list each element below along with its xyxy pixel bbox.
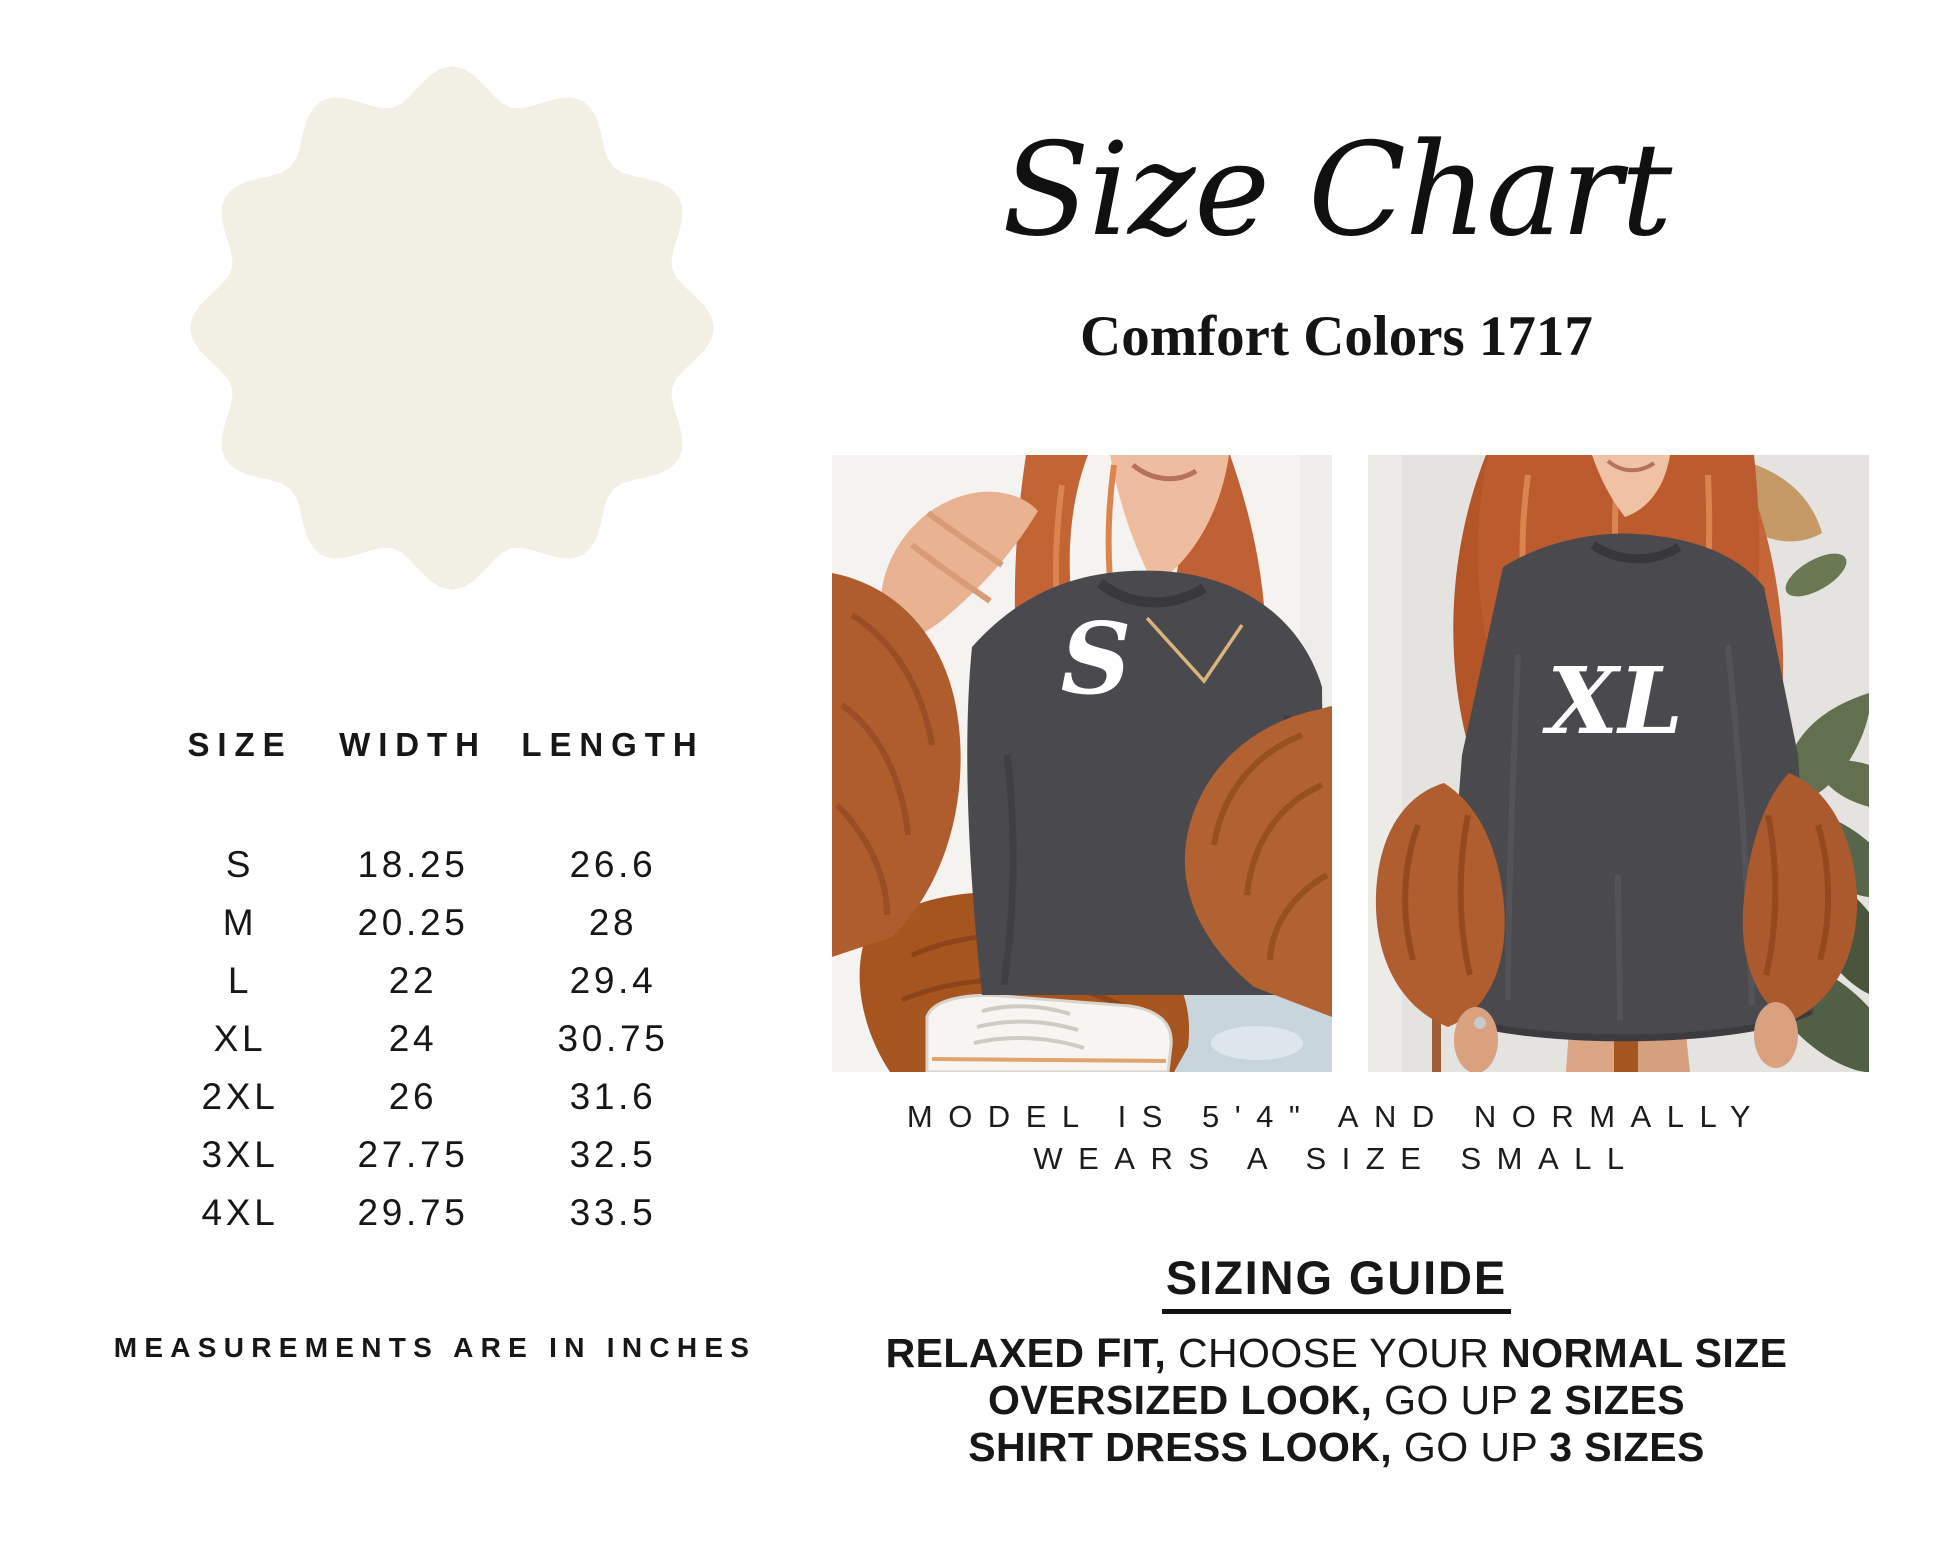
table-cell: 29.75 xyxy=(357,1192,469,1233)
size-table-header-row xyxy=(130,726,750,764)
table-cell: 26 xyxy=(388,1076,438,1117)
measurements-note: MEASUREMENTS ARE IN INCHES xyxy=(113,1332,757,1363)
table-cell: 3XL xyxy=(201,1134,279,1175)
table-cell: 30.75 xyxy=(557,1018,669,1059)
table-cell: 28 xyxy=(588,902,638,943)
sizing-guide-line xyxy=(727,1330,1946,1377)
table-cell: L xyxy=(227,960,253,1001)
sizing-guide-heading: SIZING GUIDE xyxy=(1162,1250,1511,1314)
table-cell: 18.25 xyxy=(357,844,469,885)
table-cell: 24 xyxy=(388,1018,438,1059)
table-cell: 20.25 xyxy=(357,902,469,943)
model-note-line1: MODEL IS 5'4" AND NORMALLY xyxy=(906,1099,1767,1134)
model-note-line2: WEARS A SIZE SMALL xyxy=(1033,1141,1640,1176)
sizing-guide-segment: 2 SIZES xyxy=(1529,1377,1685,1423)
sizing-guide-segment: CHOOSE YOUR xyxy=(1178,1330,1490,1376)
model-photo-size-s xyxy=(832,455,1332,1072)
table-header-cell: SIZE xyxy=(187,726,293,763)
table-cell: 2XL xyxy=(201,1076,279,1117)
table-cell: 4XL xyxy=(201,1192,279,1233)
model-note xyxy=(727,1096,1946,1180)
sizing-guide-segment: GO UP xyxy=(1403,1424,1538,1470)
sizing-guide-segment: NORMAL SIZE xyxy=(1501,1330,1788,1376)
sizing-guide xyxy=(727,1250,1946,1471)
table-cell: 33.5 xyxy=(569,1192,657,1233)
table-cell: 31.6 xyxy=(569,1076,657,1117)
shirt-size-letters-xl: XL xyxy=(1546,647,1684,755)
size-table-body xyxy=(130,836,750,1242)
page-subtitle: Comfort Colors 1717 xyxy=(1080,305,1593,368)
table-cell: 32.5 xyxy=(569,1134,657,1175)
sizing-guide-segment: SHIRT DRESS LOOK, xyxy=(968,1424,1393,1470)
page-title: Size Chart xyxy=(1001,116,1671,265)
model-photo-xl-illustration xyxy=(1368,455,1869,1072)
table-cell: XL xyxy=(213,1018,267,1059)
scallop-shape xyxy=(188,62,716,594)
table-cell: 26.6 xyxy=(569,844,657,885)
table-header-cell: LENGTH xyxy=(521,726,705,763)
table-cell: S xyxy=(225,844,255,885)
table-cell: 27.75 xyxy=(357,1134,469,1175)
table-header-cell: WIDTH xyxy=(339,726,487,763)
sizing-guide-segment: GO UP xyxy=(1384,1377,1518,1423)
sizing-guide-segment: 3 SIZES xyxy=(1549,1424,1705,1470)
sizing-guide-lines xyxy=(727,1330,1946,1471)
model-photo-s-illustration xyxy=(832,455,1332,1072)
shirt-size-letter-s: S xyxy=(1060,602,1132,717)
table-cell: 29.4 xyxy=(569,960,657,1001)
sizing-guide-segment: OVERSIZED LOOK, xyxy=(988,1377,1373,1423)
sizing-guide-segment: RELAXED FIT, xyxy=(885,1330,1167,1376)
table-cell: M xyxy=(222,902,258,943)
table-cell: 22 xyxy=(388,960,438,1001)
model-photo-size-xl xyxy=(1368,455,1869,1072)
sizing-guide-line xyxy=(727,1424,1946,1471)
sizing-guide-line xyxy=(727,1377,1946,1424)
